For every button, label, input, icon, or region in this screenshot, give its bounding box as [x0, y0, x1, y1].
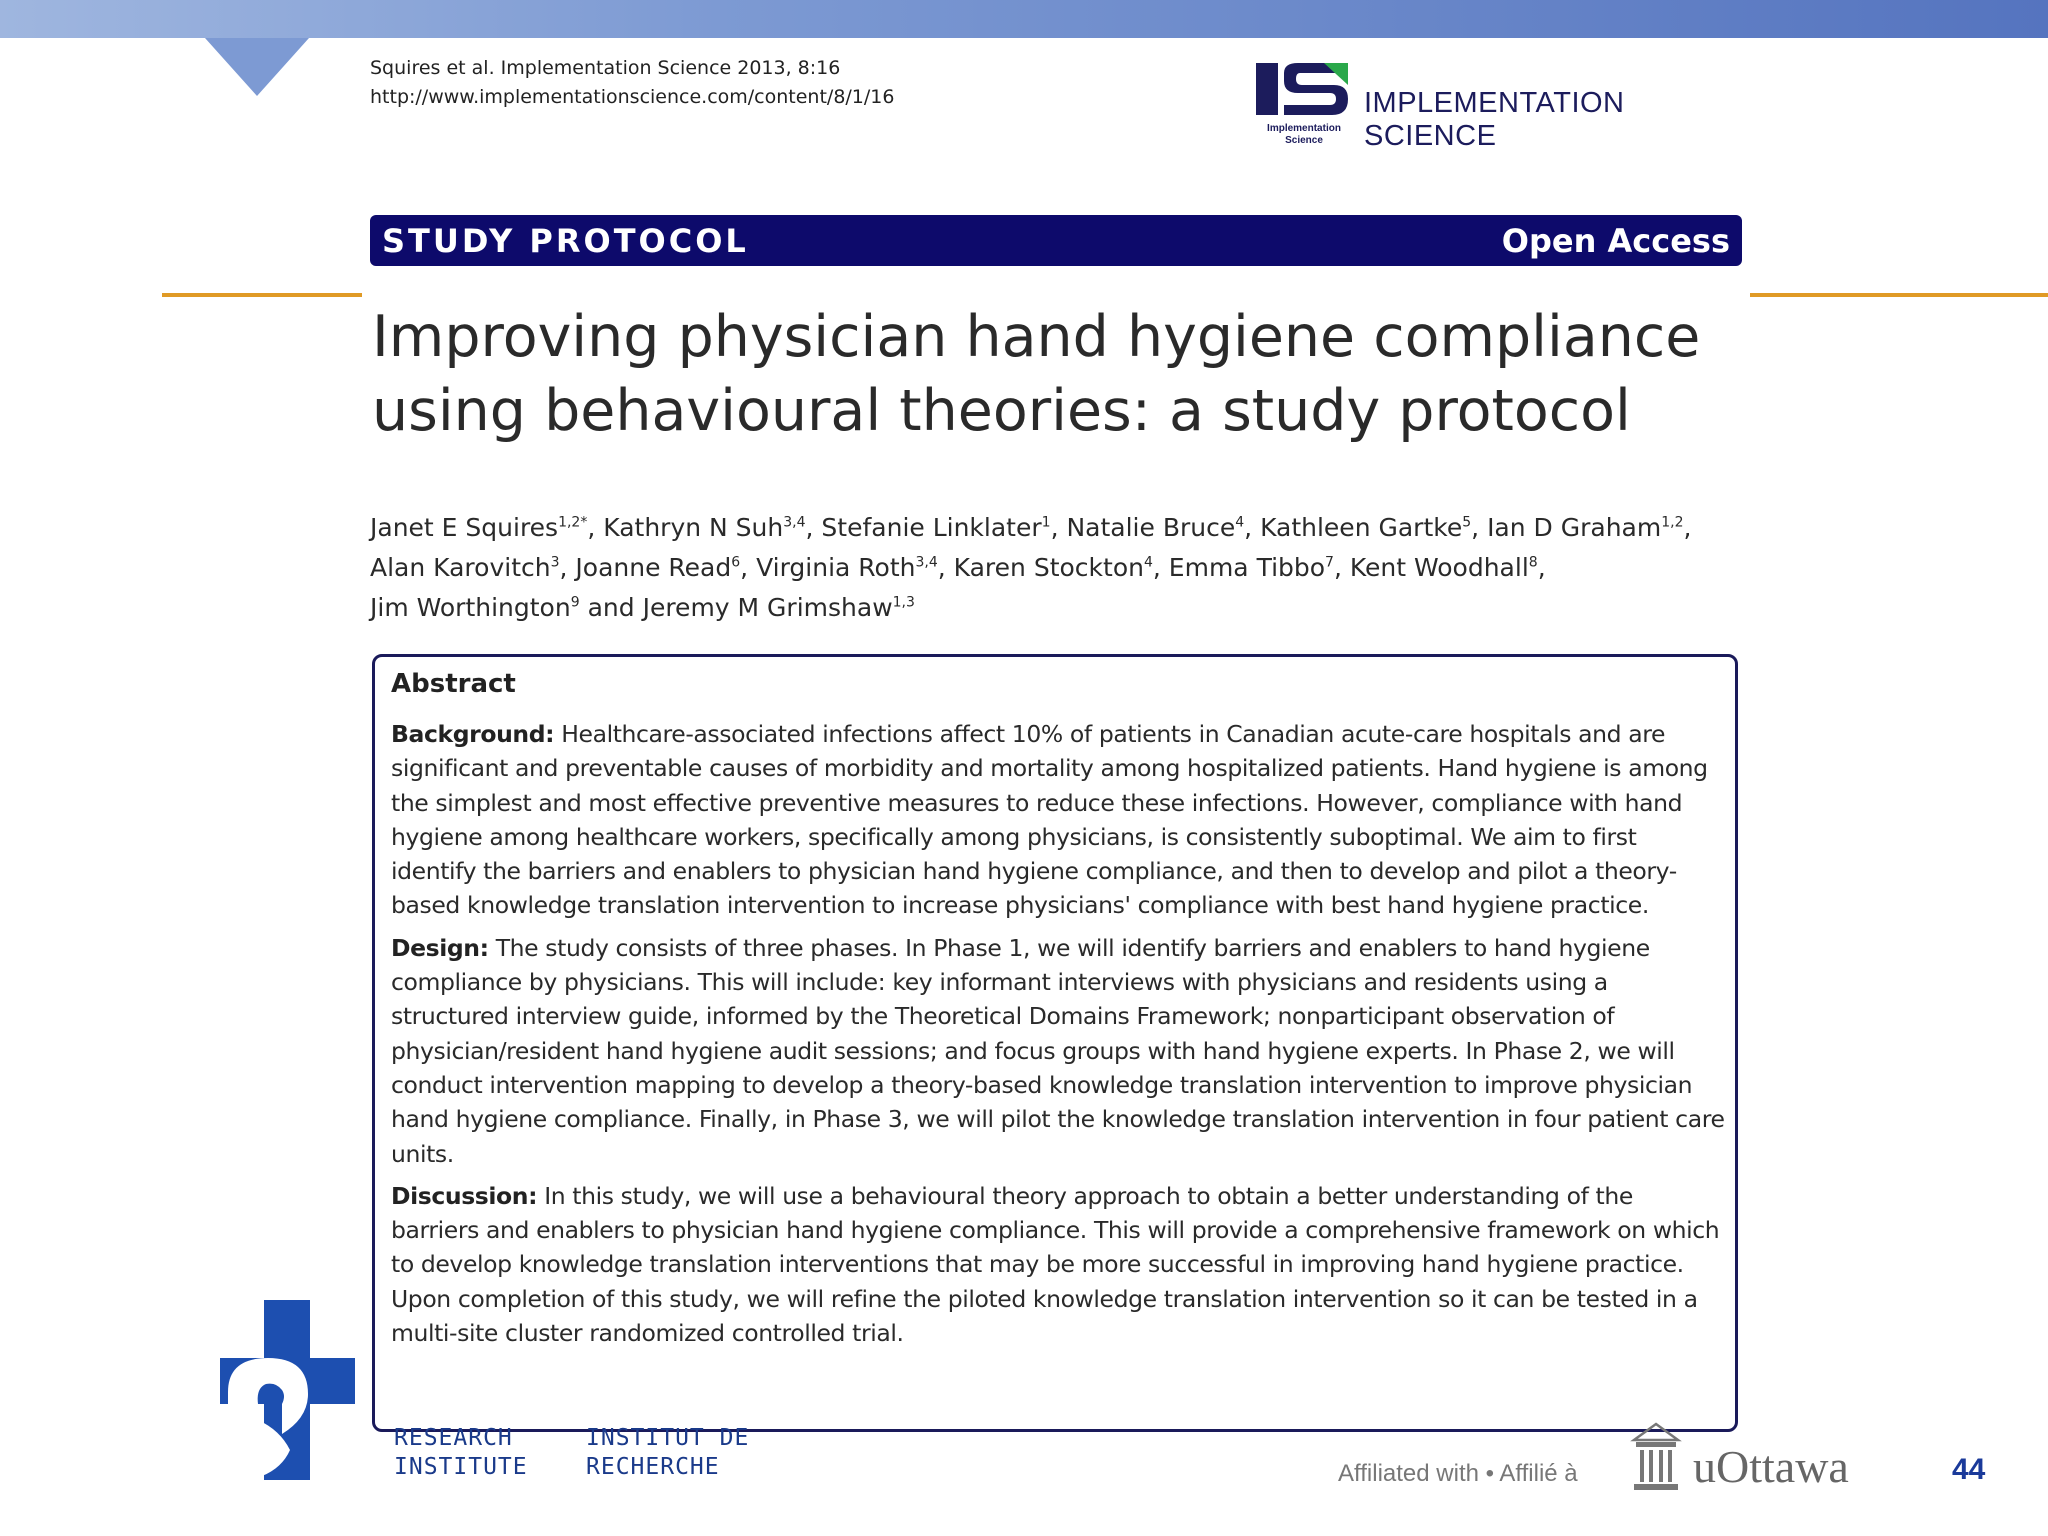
author-affiliation: 4 — [1143, 554, 1153, 571]
author-name: Karen Stockton — [953, 553, 1144, 582]
author-affiliation: 1,2* — [558, 514, 588, 531]
author-name: Virginia Roth — [756, 553, 916, 582]
journal-name: IMPLEMENTATION SCIENCE — [1364, 87, 1625, 152]
ri-en-line-1: RESEARCH — [394, 1425, 513, 1451]
implementation-science-logo — [1254, 59, 1354, 149]
research-institute-cross-logo — [220, 1300, 355, 1480]
abstract-section — [391, 1179, 1725, 1350]
author-name: Jim Worthington — [370, 593, 571, 622]
author-name: Kathleen Gartke — [1260, 513, 1463, 542]
author-affiliation: 5 — [1462, 514, 1472, 531]
abstract-body — [391, 717, 1725, 1358]
author-affiliation: 1,3 — [892, 594, 915, 611]
author-name: Joanne Read — [575, 553, 732, 582]
open-access-label: Open Access — [1501, 222, 1730, 260]
author-affiliation: 4 — [1235, 514, 1245, 531]
abstract-section-text: The study consists of three phases. In Phase 1, we will identify barriers and enablers to hand hygiene compliance by physicians. This will include: key informant interviews with physicians and residents using a structured interview guide, informed by the Theoretical Domains Framework; nonparticipant observation of physician/resident hand hygiene audit sessions; and focus groups with hand hygiene experts. In Phase 2, we will conduct intervention mapping to develop a theory-based knowledge translation intervention to improve physician hand hygiene compliance. Finally, in Phase 3, we will pilot the knowledge translation intervention in four patient care units. — [391, 933, 1725, 1168]
citation-url: http://www.implementationscience.com/content/8/1/16 — [370, 86, 895, 108]
author-affiliation: 8 — [1528, 554, 1538, 571]
abstract-section-label: Discussion: — [391, 1181, 538, 1210]
author-affiliation: 9 — [570, 594, 580, 611]
abstract-box — [372, 654, 1738, 1432]
author-name: Emma Tibbo — [1168, 553, 1326, 582]
author-name: Alan Karovitch — [370, 553, 551, 582]
author-affiliation: 3,4 — [915, 554, 938, 571]
author-affiliation: 1 — [1041, 514, 1051, 531]
accent-rule-left — [162, 293, 362, 297]
ri-fr-line-1: INSTITUT DE — [586, 1425, 750, 1451]
study-protocol-banner — [370, 215, 1742, 266]
author-affiliation: 1,2 — [1661, 514, 1684, 531]
author-affiliation: 3 — [550, 554, 560, 571]
abstract-section — [391, 717, 1725, 923]
abstract-section-text: Healthcare-associated infections affect 10% of patients in Canadian acute-care hospitals and are significant and preventable causes of morbidity and mortality among hospitalized patients. Hand hygiene is among the simplest and most effective preventive measures to reduce these infections. However, compliance with hand hygiene among healthcare workers, specifically among physicians, is consistently suboptimal. We aim to first identify the barriers and enablers to physician hand hygiene compliance, and then to develop and pilot a theory-based knowledge translation intervention to increase physicians' compliance with best hand hygiene practice. — [391, 720, 1708, 920]
author-conjunction: and — [587, 593, 635, 622]
author-name: Jeremy M Grimshaw — [642, 593, 893, 622]
abstract-section — [391, 931, 1725, 1171]
author-name: Kathryn N Suh — [603, 513, 784, 542]
author-affiliation: 6 — [731, 554, 741, 571]
research-institute-label-fr — [586, 1424, 749, 1482]
author-name: Stefanie Linklater — [821, 513, 1042, 542]
author-affiliation: 3,4 — [783, 514, 806, 531]
ri-en-line-2: INSTITUTE — [394, 1454, 528, 1480]
paper-title-line-2: using behavioural theories: a study protocol — [372, 378, 1631, 444]
ri-fr-line-2: RECHERCHE — [586, 1454, 720, 1480]
author-name: Kent Woodhall — [1349, 553, 1529, 582]
uottawa-wordmark: uOttawa — [1693, 1441, 1849, 1492]
citation — [370, 54, 894, 112]
citation-line-1: Squires et al. Implementation Science 2013, 8:16 — [370, 57, 841, 79]
slide-top-bar — [0, 0, 2048, 38]
paper-title-line-1: Improving physician hand hygiene compliance — [372, 304, 1701, 370]
article-type: STUDY PROTOCOL — [382, 222, 749, 260]
logo-caption-2: Science — [1285, 135, 1323, 146]
paper-page — [362, 42, 1750, 1442]
author-affiliation: 7 — [1325, 554, 1334, 571]
slide-top-triangle — [205, 38, 309, 96]
slide-number: 44 — [1952, 1453, 1986, 1486]
logo-caption-1: Implementation — [1267, 123, 1341, 134]
research-institute-label-en — [394, 1424, 528, 1482]
author-name: Janet E Squires — [370, 513, 559, 542]
uottawa-building-icon — [1630, 1422, 1682, 1494]
abstract-section-text: In this study, we will use a behavioural theory approach to obtain a better understanding of the barriers and enablers to physician hand hygiene compliance. This will provide a comprehensive framework on which to develop knowledge translation interventions that may be more successful in improving hand hygiene practice. Upon completion of this study, we will refine the piloted knowledge translation intervention so it can be tested in a multi-site cluster randomized controlled trial. — [391, 1181, 1720, 1348]
abstract-heading: Abstract — [391, 669, 516, 699]
author-name: Natalie Bruce — [1066, 513, 1236, 542]
author-list: Janet E Squires$^{1,2*}$, Kathryn N Suh$^{3,4}$, Stefanie Linklater$^1$, Natalie Bruce$^4$, Kathleen Gartke$^5$, Ian D Graham$^{1,2}$, Alan Karovitch$^3$, Joanne Read$^6$, Virginia Roth$^{3,4}$, Karen Stockton$^4$, Emma Tibbo$^7$, Kent Woodhall$^8$, Jim Worthington$^9$ and Jeremy M Grimshaw$^{1,3}$ — [370, 513, 1692, 622]
accent-rule-right — [1750, 293, 2048, 297]
author-name: Ian D Graham — [1487, 513, 1662, 542]
abstract-section-label: Background: — [391, 720, 555, 748]
paper-title — [372, 300, 1742, 448]
abstract-section-label: Design: — [391, 933, 489, 962]
affiliated-with-label: Affiliated with • Affilié à — [1338, 1460, 1578, 1487]
